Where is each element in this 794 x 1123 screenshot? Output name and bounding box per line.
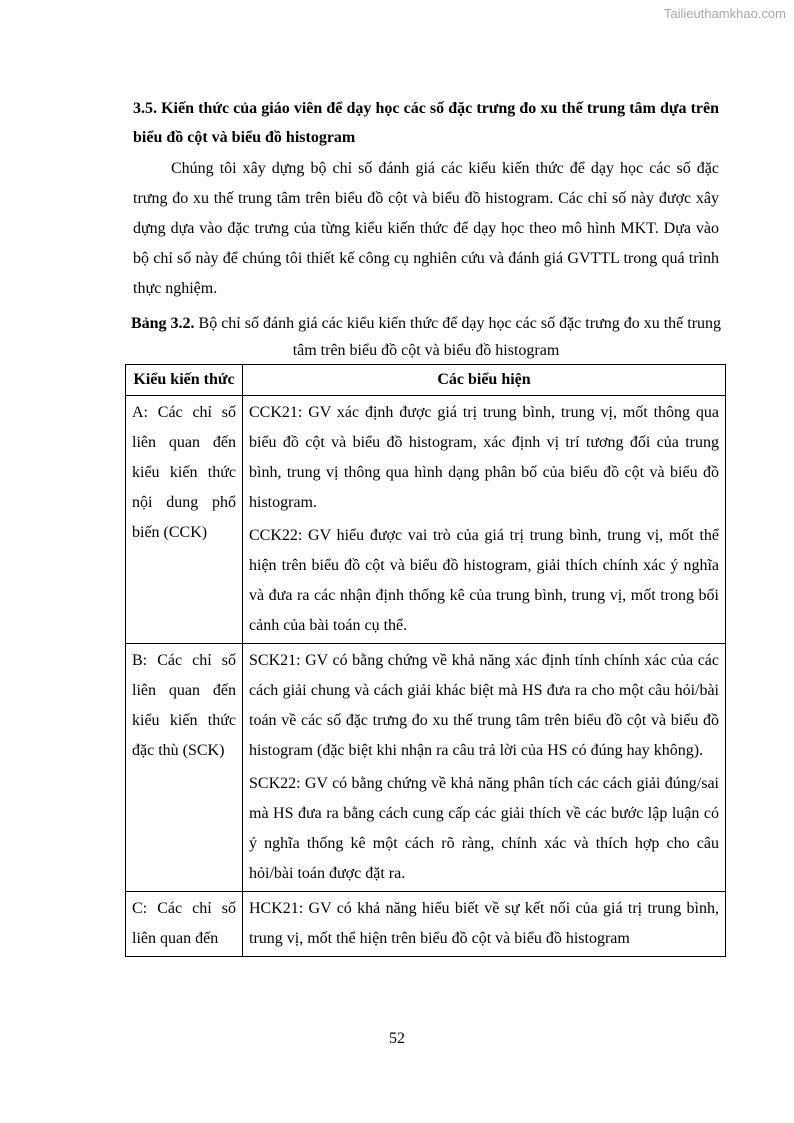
section-heading: 3.5. Kiến thức của giáo viên để dạy học các số đặc trưng đo xu thế trung tâm dựa trên biểu đồ cột và biểu đồ histogram bbox=[133, 100, 719, 146]
indicator-table bbox=[125, 364, 726, 957]
table-row bbox=[126, 396, 726, 644]
indicators-cell bbox=[243, 644, 726, 892]
table-caption-text: Bộ chỉ số đánh giá các kiểu kiến thức để dạy học các số đặc trưng đo xu thế trung tâm trên biểu đồ cột và biểu đồ histogram bbox=[198, 315, 722, 359]
watermark: Tailieuthamkhao.com bbox=[663, 6, 786, 21]
intro-paragraph: Chúng tôi xây dựng bộ chỉ số đánh giá các kiểu kiến thức để dạy học các số đặc trưng đo xu thế trung tâm trên biểu đồ cột và biểu đồ histogram. Các chỉ số này được xây dựng dựa vào đặc trưng của từng kiểu kiến thức để dạy học theo mô hình MKT. Dựa vào bộ chỉ số này để chúng tôi thiết kế công cụ nghiên cứu và đánh giá GVTTL trong quá trình thực nghiệm. bbox=[133, 160, 719, 297]
table-caption-label: Bảng 3.2. bbox=[130, 315, 195, 332]
indicators-cell bbox=[243, 396, 726, 644]
knowledge-type-cell: A: Các chỉ số liên quan đến kiểu kiến thức nội dung phổ biến (CCK) bbox=[126, 396, 243, 644]
knowledge-type-cell: B: Các chỉ số liên quan đến kiểu kiến thức đặc thù (SCK) bbox=[126, 644, 243, 892]
indicator-cck22: CCK22: GV hiểu được vai trò của giá trị trung bình, trung vị, mốt thể hiện trên biểu đồ cột và biểu đồ histogram, giải thích chính xác ý nghĩa và đưa ra các nhận định thống kê của trung bình, trung vị, mốt trong bối cảnh của bài toán cụ thể. bbox=[249, 527, 719, 634]
indicator-hck21: HCK21: GV có khả năng hiểu biết về sự kết nối của giá trị trung bình, trung vị, mốt thể hiện trên biểu đồ cột và biểu đồ histogram bbox=[249, 900, 719, 947]
header-knowledge-type: Kiểu kiến thức bbox=[126, 365, 243, 396]
table-header-row bbox=[126, 365, 726, 396]
table-caption bbox=[126, 310, 726, 364]
table-row bbox=[126, 644, 726, 892]
indicators-cell bbox=[243, 892, 726, 957]
indicator-sck21: SCK21: GV có bằng chứng về khả năng xác định tính chính xác của các cách giải chung và cách giải khác biệt mà HS đưa ra cho một câu hỏi/bài toán về các số đặc trưng đo xu thế trung tâm trên biểu đồ cột và biểu đồ histogram (đặc biệt khi nhận ra câu trả lời của HS có đúng hay không). bbox=[249, 652, 719, 759]
indicator-cck21: CCK21: GV xác định được giá trị trung bình, trung vị, mốt thông qua biểu đồ cột và biểu đồ histogram, xác định vị trí tương đối của trung bình, trung vị thông qua hình dạng phân bố của biểu đồ cột và biểu đồ histogram. bbox=[249, 404, 719, 511]
knowledge-type-cell: C: Các chỉ số liên quan đến bbox=[126, 892, 243, 957]
indicator-sck22: SCK22: GV có bằng chứng về khả năng phân tích các cách giải đúng/sai mà HS đưa ra bằng cách cung cấp các giải thích về các bước lập luận có ý nghĩa thống kê một cách rõ ràng, chính xác và thích hợp cho câu hỏi/bài toán được đặt ra. bbox=[249, 775, 719, 882]
page-number: 52 bbox=[389, 1030, 405, 1047]
header-indicators: Các biểu hiện bbox=[243, 365, 726, 396]
table-row bbox=[126, 892, 726, 957]
